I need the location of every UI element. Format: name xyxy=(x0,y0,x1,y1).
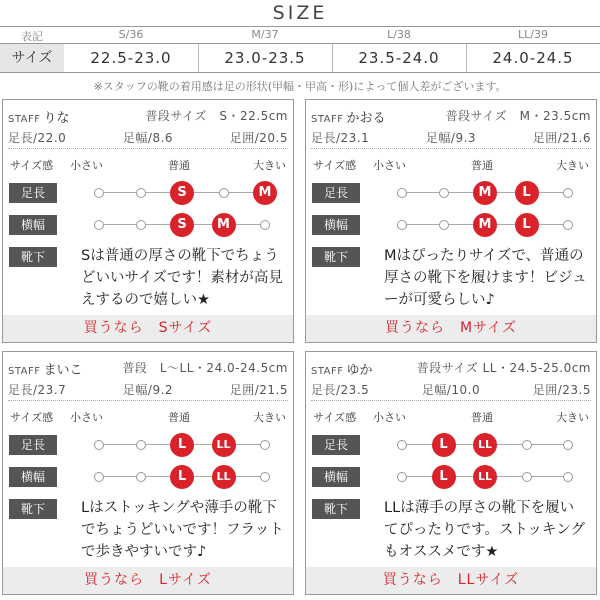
length-scale xyxy=(394,433,576,457)
foot-length: 足長/23.5 xyxy=(311,383,370,397)
length-scale xyxy=(91,433,273,457)
usual-size: 普段サイズ LL・24.5-25.0cm xyxy=(416,361,591,375)
size-header-label: 表記 xyxy=(21,30,43,43)
width-scale xyxy=(91,465,273,489)
foot-girth: 足囲/21.6 xyxy=(532,131,591,145)
size-table-row xyxy=(0,43,600,73)
scale-large-label: 大きい xyxy=(556,411,589,424)
scale-dot xyxy=(94,472,104,482)
measurement-divider xyxy=(311,148,591,149)
size-value-m: 23.0-23.5 xyxy=(224,49,306,67)
scale-dot xyxy=(439,220,449,230)
foot-measurements xyxy=(311,129,591,145)
scale-dot xyxy=(136,440,146,450)
scale-normal-label: 普通 xyxy=(471,159,493,172)
scale-dot xyxy=(397,188,407,198)
size-marker-m: M xyxy=(253,181,277,205)
width-label: 横幅 xyxy=(9,467,57,487)
scale-dot xyxy=(260,472,270,482)
size-value-ll: 24.0-24.5 xyxy=(492,49,574,67)
size-marker-l: L xyxy=(515,181,539,205)
size-marker-s: S xyxy=(170,181,194,205)
scale-dot xyxy=(563,220,573,230)
size-value-l: 23.5-24.0 xyxy=(358,49,440,67)
foot-length: 足長/23.1 xyxy=(311,131,370,145)
staff-header xyxy=(8,359,288,378)
fit-scale-title: サイズ感 xyxy=(10,159,54,172)
socks-label: 靴下 xyxy=(9,247,57,267)
staff-name: まいこ xyxy=(43,363,83,378)
scale-dot xyxy=(94,188,104,198)
width-scale xyxy=(394,213,576,237)
foot-girth: 足囲/21.5 xyxy=(229,383,288,397)
size-marker-ll: LL xyxy=(473,465,497,489)
size-header-ll: LL/39 xyxy=(518,28,548,41)
staff-name: ゆか xyxy=(346,363,373,378)
usual-size: 普段サイズ M・23.5cm xyxy=(445,109,591,123)
length-scale xyxy=(394,181,576,205)
size-marker-ll: LL xyxy=(212,433,236,457)
fit-scale-title: サイズ感 xyxy=(313,159,357,172)
staff-header xyxy=(311,359,591,378)
staff-header xyxy=(311,107,591,126)
recommended-size: 買うなら LLサイズ xyxy=(306,567,596,594)
measurement-divider xyxy=(8,148,288,149)
staff-name: かおる xyxy=(346,111,386,126)
staff-comment: Sは普通の厚さの靴下でちょうどいいサイズです！素材が高見えするので嬉しい★ xyxy=(81,248,283,308)
socks-label: 靴下 xyxy=(312,247,360,267)
scale-large-label: 大きい xyxy=(556,159,589,172)
foot-width: 足幅/8.6 xyxy=(122,131,174,145)
scale-dot xyxy=(563,188,573,198)
scale-dot xyxy=(94,440,104,450)
width-label: 横幅 xyxy=(9,215,57,235)
size-row-label: サイズ xyxy=(0,44,64,72)
measurement-divider xyxy=(8,400,288,401)
fit-scale-title: サイズ感 xyxy=(10,411,54,424)
scale-dot xyxy=(260,220,270,230)
size-marker-s: S xyxy=(170,213,194,237)
length-label: 足長 xyxy=(9,435,57,455)
staff-comment: Lはストッキングや薄手の靴下でちょうどいいです！フラットで歩きやすいです♪ xyxy=(81,500,284,560)
staff-header xyxy=(8,107,288,126)
recommended-size: 買うなら Lサイズ xyxy=(3,567,293,594)
scale-large-label: 大きい xyxy=(253,411,286,424)
socks-label: 靴下 xyxy=(312,499,360,519)
size-marker-l: L xyxy=(432,465,456,489)
staff-tag: STAFF xyxy=(8,114,41,125)
length-label: 足長 xyxy=(312,435,360,455)
foot-width: 足幅/9.2 xyxy=(122,383,174,397)
staff-tag: STAFF xyxy=(8,366,41,377)
width-scale xyxy=(91,213,273,237)
scale-dot xyxy=(94,220,104,230)
usual-size: 普段サイズ S・22.5cm xyxy=(145,109,288,123)
width-label: 横幅 xyxy=(312,467,360,487)
fit-scale-header xyxy=(8,409,288,423)
fit-scale-title: サイズ感 xyxy=(313,411,357,424)
scale-small-label: 小さい xyxy=(373,159,406,172)
scale-dot xyxy=(397,472,407,482)
width-scale xyxy=(394,465,576,489)
fit-note: ※スタッフの靴の着用感は足の形状(甲幅・甲高・形)によって個人差がございます。 xyxy=(93,80,507,93)
foot-measurements xyxy=(8,381,288,397)
socks-label: 靴下 xyxy=(9,499,57,519)
scale-small-label: 小さい xyxy=(373,411,406,424)
scale-dot xyxy=(136,220,146,230)
fit-scale-header xyxy=(311,409,591,423)
foot-width: 足幅/10.0 xyxy=(421,383,481,397)
foot-length: 足長/23.7 xyxy=(8,383,67,397)
scale-dot xyxy=(563,440,573,450)
size-header-l: L/38 xyxy=(387,28,411,41)
measurement-divider xyxy=(311,400,591,401)
size-marker-m: M xyxy=(212,213,236,237)
staff-card xyxy=(2,351,294,595)
foot-girth: 足囲/23.5 xyxy=(532,383,591,397)
size-header-m: M/37 xyxy=(251,28,279,41)
scale-normal-label: 普通 xyxy=(471,411,493,424)
scale-dot xyxy=(563,472,573,482)
foot-girth: 足囲/20.5 xyxy=(229,131,288,145)
size-marker-l: L xyxy=(515,213,539,237)
staff-comment: LLは薄手の厚さの靴下を履いてぴったりです。ストッキングもオススメです★ xyxy=(384,500,585,560)
length-label: 足長 xyxy=(312,183,360,203)
size-marker-l: L xyxy=(432,433,456,457)
recommended-size: 買うなら Mサイズ xyxy=(306,315,596,342)
staff-card xyxy=(2,99,294,343)
scale-dot xyxy=(136,188,146,198)
size-marker-m: M xyxy=(473,213,497,237)
fit-scale-header xyxy=(311,157,591,171)
size-marker-l: L xyxy=(170,465,194,489)
scale-dot xyxy=(136,472,146,482)
width-label: 横幅 xyxy=(312,215,360,235)
scale-small-label: 小さい xyxy=(70,159,103,172)
scale-dot xyxy=(219,188,229,198)
scale-dot xyxy=(522,472,532,482)
size-value-s: 22.5-23.0 xyxy=(90,49,172,67)
usual-size: 普段 L～LL・24.0-24.5cm xyxy=(122,361,288,375)
scale-normal-label: 普通 xyxy=(168,411,190,424)
foot-width: 足幅/9.3 xyxy=(425,131,477,145)
staff-comment: Mはぴったりサイズで、普通の厚さの靴下を履けます！ビジューが可愛らしい♪ xyxy=(384,248,587,308)
scale-dot xyxy=(397,440,407,450)
scale-dot xyxy=(260,440,270,450)
scale-dot xyxy=(522,440,532,450)
size-marker-m: M xyxy=(473,181,497,205)
recommended-size: 買うなら Sサイズ xyxy=(3,315,293,342)
length-scale xyxy=(91,181,273,205)
foot-length: 足長/22.0 xyxy=(8,131,67,145)
fit-scale-header xyxy=(8,157,288,171)
size-marker-ll: LL xyxy=(473,433,497,457)
foot-measurements xyxy=(311,381,591,397)
staff-card xyxy=(305,351,597,595)
staff-tag: STAFF xyxy=(311,366,344,377)
size-table-header xyxy=(0,27,600,43)
size-marker-ll: LL xyxy=(212,465,236,489)
staff-card xyxy=(305,99,597,343)
staff-name: りな xyxy=(43,111,70,126)
foot-measurements xyxy=(8,129,288,145)
size-marker-l: L xyxy=(170,433,194,457)
scale-dot xyxy=(397,220,407,230)
scale-dot xyxy=(439,188,449,198)
staff-tag: STAFF xyxy=(311,114,344,125)
scale-small-label: 小さい xyxy=(70,411,103,424)
scale-normal-label: 普通 xyxy=(168,159,190,172)
length-label: 足長 xyxy=(9,183,57,203)
scale-large-label: 大きい xyxy=(253,159,286,172)
page-title: SIZE xyxy=(272,2,328,24)
size-header-s: S/36 xyxy=(118,28,144,41)
